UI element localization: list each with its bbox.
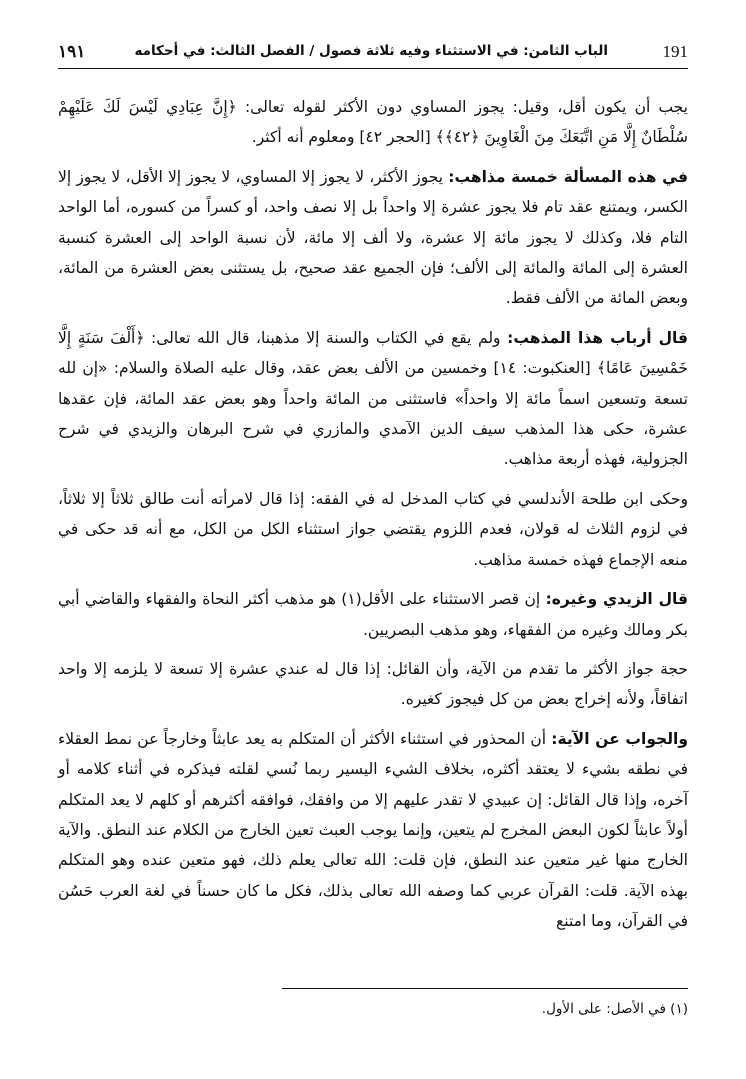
paragraph-text: ولم يقع في الكتاب والسنة إلا مذهبنا، قال الله تعالى: ﴿أَلْفَ سَنَةٍ إِلَّا خَمْسِينَ عَامًا﴾ [العنكبوت: ١٤] وخمسين من الألف بعض عقد، وقال عليه الصلاة والسلام: «إن لله تسعة وتسعين اسماً مائة إلا واحداً» فاستثنى من المائة واحداً وهو بعض عقد المائة، فإن عقدها عشرة، حكى هذا المذهب سيف الدين الآمدي والمازري في شرح البرهان والزيدي في شرح الجزولية، فهذه أربعة مذاهب.: [58, 328, 688, 469]
footnote: (١) في الأصل: على الأول.: [541, 1001, 688, 1017]
paragraph-lead: قال أرباب هذا المذهب:: [507, 328, 689, 347]
paragraph: [58, 323, 688, 475]
paragraph-lead: في هذه المسألة خمسة مذاهب:: [448, 167, 688, 186]
paragraph-text: إن قصر الاستثناء على الأقل(١) هو مذهب أكثر النحاة والفقهاء والقاضي أبي بكر ومالك وغيره من الفقهاء، وهو مذهب البصريين.: [58, 590, 688, 639]
footnote-divider: [282, 988, 688, 989]
paragraph-text: يجوز الأكثر، لا يجوز إلا المساوي، لا يجوز إلا الأقل، لا يجوز إلا الكسر، ويمتنع عقد تام فلا يجوز عشرة إلا واحداً بل إلا نصف واحد، أو كسراً من كسوره، أما الواحد التام فلا، وكذلك لا يجوز مائة إلا عشرة، ولا ألف إلا مائة، لأن نسبة الواحد إلى العشرة كنسبة العشرة إلى المائة والمائة إلى الألف؛ فإن الجميع عقد صحيح، بل يستثنى بعض العشرة من المائة، وبعض المائة من الألف فقط.: [58, 167, 688, 308]
paragraph: [58, 724, 688, 937]
page-number-arabic: ١٩١: [58, 42, 86, 62]
main-text: [58, 92, 688, 946]
paragraph-text: يجب أن يكون أقل، وقيل: يجوز المساوي دون الأكثر لقوله تعالى: ﴿إِنَّ عِبَادِي لَيْسَ لَكَ عَلَيْهِمْ سُلْطَانٌ إِلَّا مَنِ اتَّبَعَكَ مِنَ الْغَاوِينَ ﴿٤٢﴾﴾ [الحجر ٤٢] ومعلوم أنه أكثر.: [58, 98, 688, 147]
paragraph-lead: والجواب عن الآية:: [551, 729, 688, 748]
paragraph-text: أن المحذور في استثناء الأكثر أن المتكلم به يعد عابثاً وخارجاً عن نمط العقلاء في نطقه بشيء لا يعتقد أكثره، بخلاف الشيء اليسير ربما نُسي لقلته فيذكره في أثناء كلامه أو آخره، وإذا قال القائل: إن عبيدي لا تقدر عليهم إلا من وافقك، فوافقه أكثرهم أو كلهم لا يعد المتكلم أولاً عابثاً لكون البعض المخرج لم يتعين، وإنما يوجب العبث تعين الخارج من الكلام عند النطق. والآية الخارج منها غير متعين عند النطق، فإن قلت: الله تعالى يعلم ذلك، فهو متعين عنده وهو المتكلم بهذه الآية. قلت: القرآن عربي كما وصفه الله تعالى بذلك، فكل ما كان حسناً في لغة العرب حَسُن في القرآن، وما امتنع: [58, 729, 688, 931]
paragraph: [58, 484, 688, 575]
page-number-latin: 191: [662, 42, 688, 61]
page-header: [58, 38, 688, 69]
paragraph: [58, 162, 688, 314]
paragraph: [58, 92, 688, 153]
paragraph-text: حجة جواز الأكثر ما تقدم من الآية، وأن القائل: إذا قال له عندي عشرة إلا تسعة لا يلزمه إلا واحد اتفاقاً، ولأنه إخراج بعض من كل فيجوز كغيره.: [58, 659, 688, 709]
paragraph-text: وحكى ابن طلحة الأندلسي في كتاب المدخل له في الفقه: إذا قال لامرأته أنت طالق ثلاثاً إلا ثلاثاً، في لزوم الثلاث له قولان، فعدم اللزوم يقتضي جواز استثناء الكل من الكل، مع أنه قد حكى في منعه الإجماع فهذه خمسة مذاهب.: [58, 489, 688, 569]
paragraph: [58, 584, 688, 645]
paragraph: [58, 654, 688, 715]
running-title: الباب الثامن: في الاستثناء وفيه ثلاثة فصول / الفصل الثالث: في أحكامه: [134, 43, 608, 59]
paragraph-lead: قال الزيدي وغيره:: [545, 590, 689, 609]
